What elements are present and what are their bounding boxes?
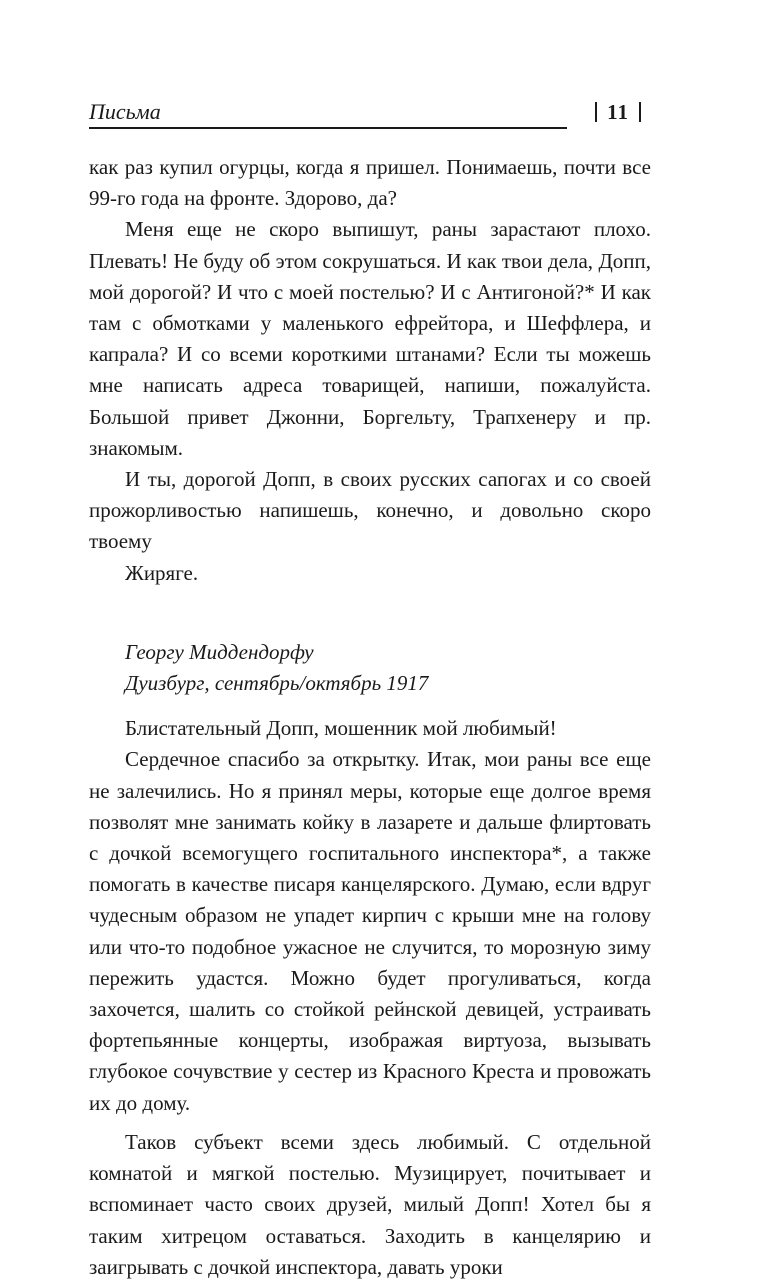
page-number: 11 (607, 100, 629, 124)
letter1-signature: Жиряге. (125, 560, 199, 585)
letter2-paragraph: Таков субъект всеми здесь любимый. С отдельной комнатой и мягкой постелью. Музицирует, почитывает и вспоминает часто своих друзей, милый Допп! Хотел бы я таким хитрецом оставаться. Заходить в канцелярию и заигрывать с дочкой инспектора, давать уроки (89, 1129, 651, 1279)
section-title: Письма (89, 99, 161, 124)
letter1-paragraph: И ты, дорогой Допп, в своих русских сапогах и со своей прожорливостью напишешь, конечно, и довольно скоро твоему (89, 467, 651, 554)
book-page (89, 0, 651, 1279)
letter2-place-date: Дуизбург, сентябрь/октябрь 1917 (125, 671, 429, 696)
letter2-heading (89, 637, 651, 699)
page-number-bar-left (595, 102, 597, 122)
letter1-paragraph-continued: как раз купил огурцы, когда я пришел. Понимаешь, почти все 99-го года на фронте. Здорово, да? (89, 155, 651, 211)
page-body (89, 152, 651, 1283)
page-number-block (585, 98, 651, 126)
running-header (89, 96, 651, 132)
page-number-bar-right (639, 102, 641, 122)
letter2-greeting: Блистательный Допп, мошенник мой любимый! (125, 716, 557, 741)
header-rule (89, 127, 567, 129)
letter2-paragraph: Сердечное спасибо за открытку. Итак, мои раны все еще не залечились. Но я принял меры, которые еще долгое время позволят мне занимать койку в лазарете и дальше флиртовать с дочкой всемогущего госпитального инспектора*, а также помогать в качестве писаря канцелярского. Думаю, если вдруг чудесным образом не упадет кирпич с крыши мне на голову или что-то подобное ужасное не случится, то морозную зиму пережить удастся. Можно будет прогуливаться, когда захочется, шалить со стойкой рейнской девицей, устраивать фортепьянные концерты, изображая виртуоза, вызывать глубокое сочувствие у сестер из Красного Креста и провожать их до дому. (89, 747, 651, 1115)
letter1-paragraph: Меня еще не скоро выпишут, раны зарастают плохо. Плевать! Не буду об этом сокрушаться. И как твои дела, Допп, мой дорогой? И что с моей постелью? И с Антигоной?* И как там с обмотками у маленького ефрейтора, и Шеффлера, и капрала? И со всеми короткими штанами? Если ты можешь мне написать адреса товарищей, напиши, пожалуйста. Большой привет Джонни, Боргельту, Трапхенеру и пр. знакомым. (89, 217, 651, 460)
letter2-recipient: Георгу Миддендорфу (125, 639, 314, 664)
